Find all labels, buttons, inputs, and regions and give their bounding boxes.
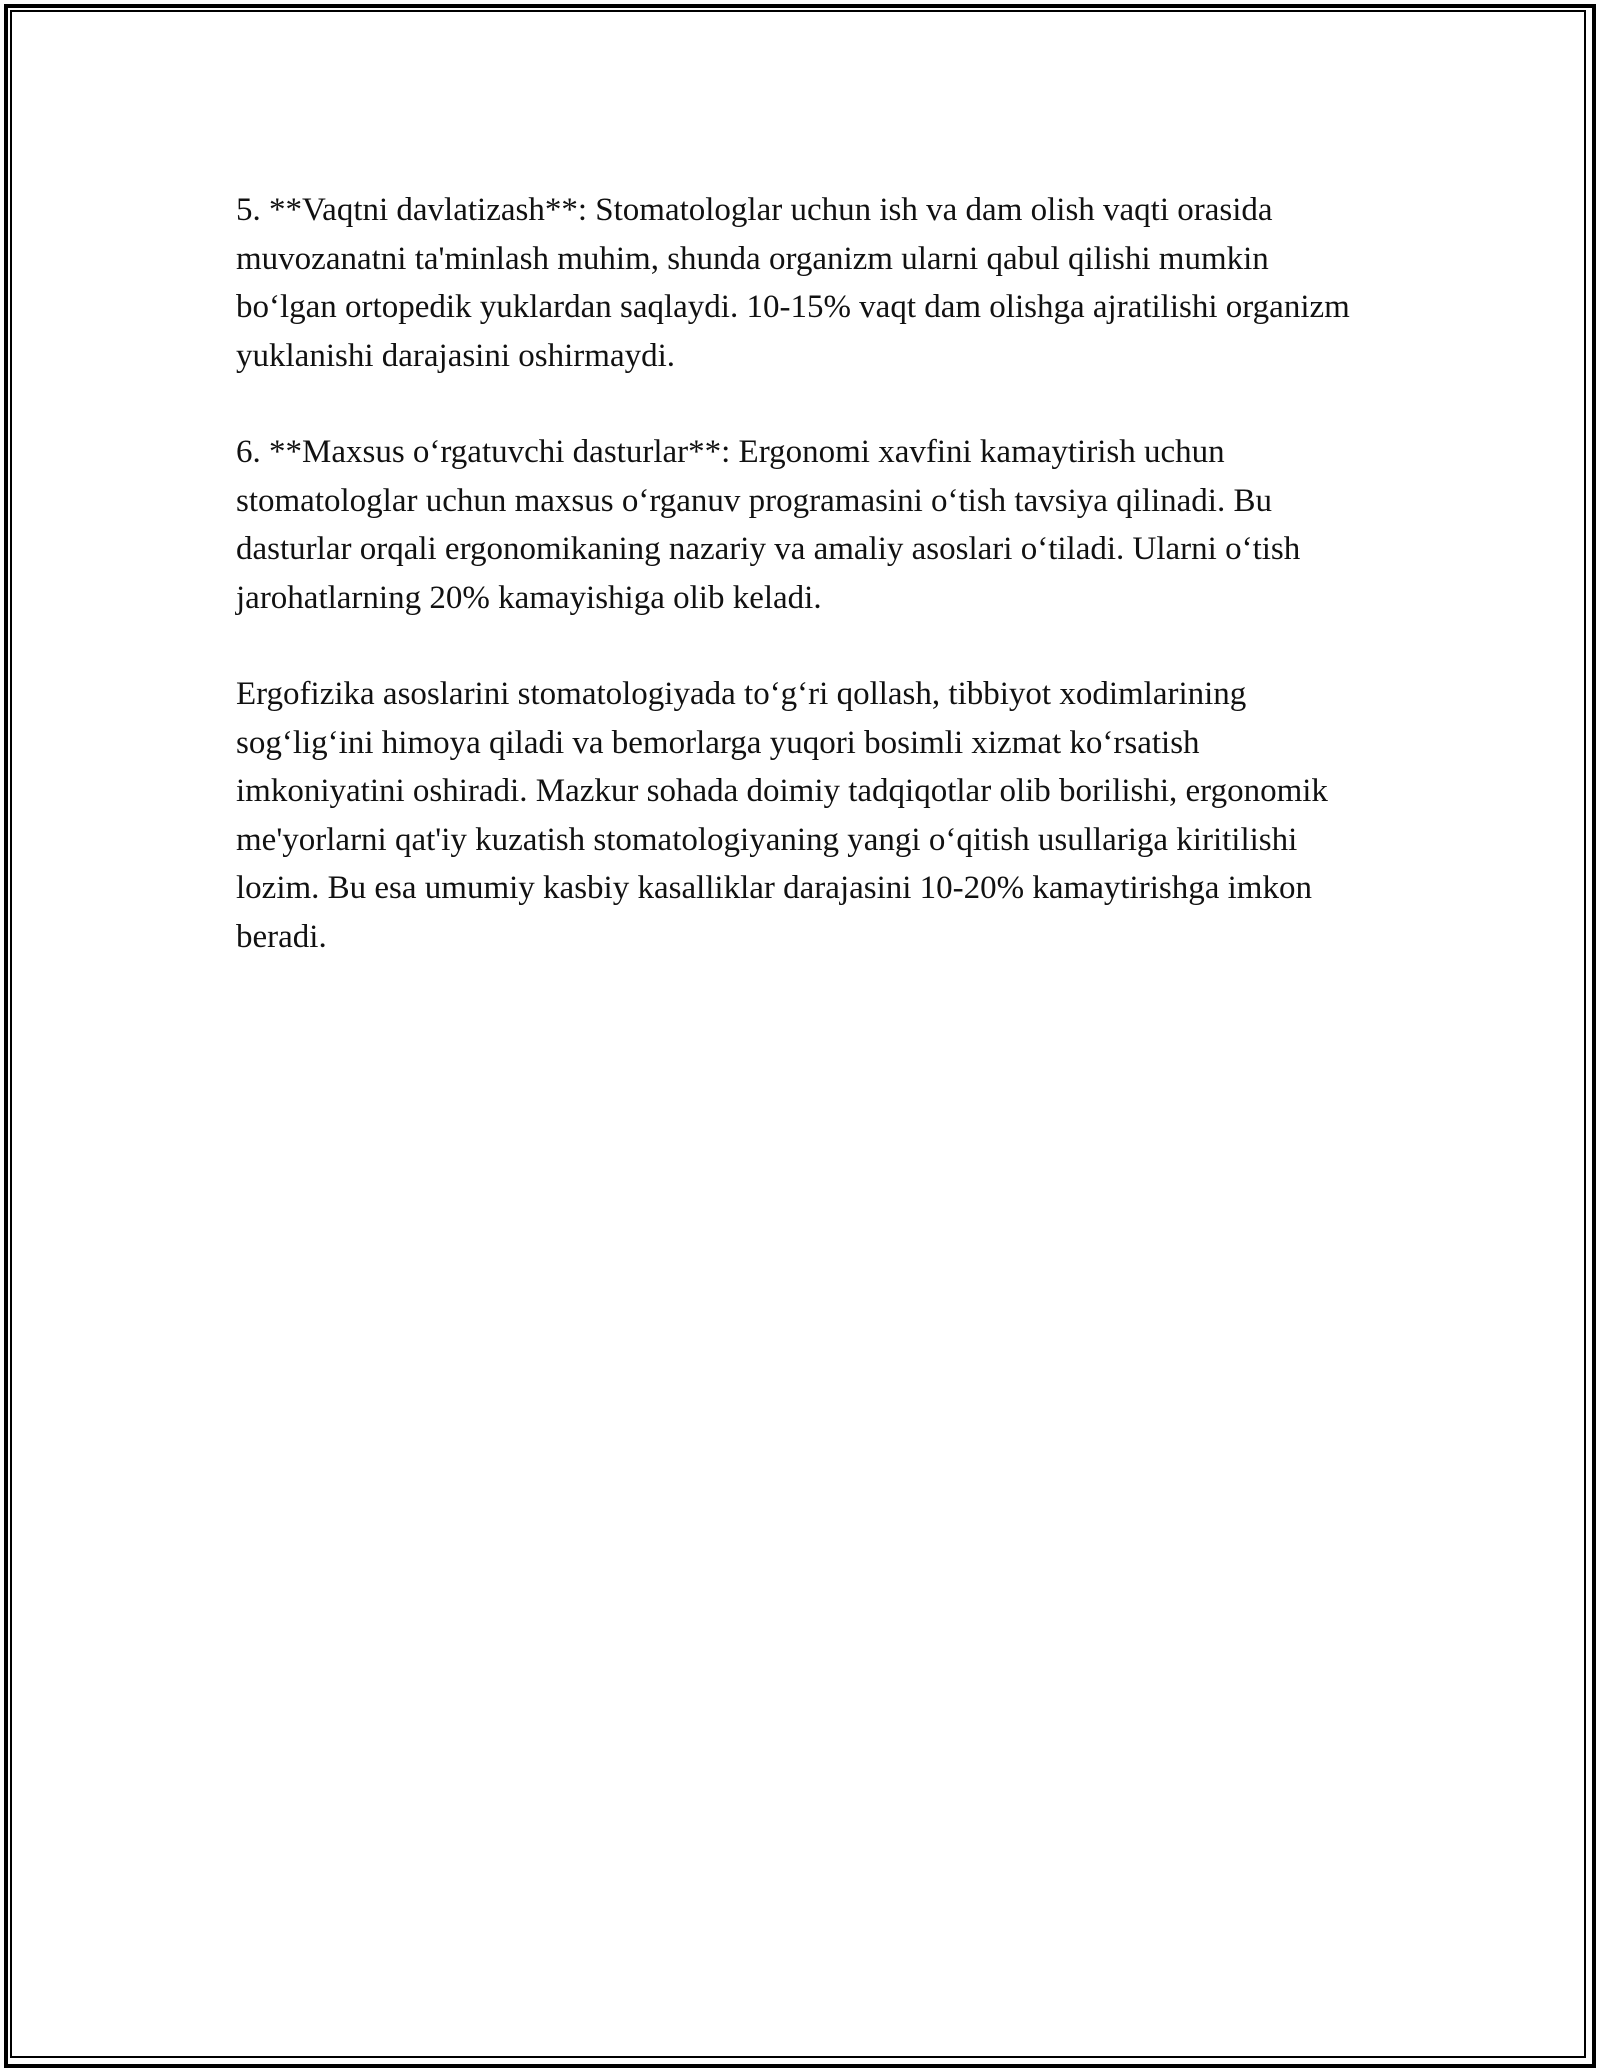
paragraph-conclusion: Ergofizika asoslarini stomatologiyada to‘g‘ri qollash, tibbiyot xodimlarining sog‘lig‘ini himoya qiladi va bemorlarga yuqori bosimli xizmat ko‘rsatish imkoniyatini oshiradi. Mazkur sohada doimiy tadqiqotlar olib borilishi, ergonomik me'yorlarni qat'iy kuzatish stomatologiyaning yangi o‘qitish usullariga kiritilishi lozim. Bu esa umumiy kasbiy kasalliklar darajasini 10-20% kamaytirishga imkon beradi. <box>236 676 1328 955</box>
paragraph-item-6: 6. **Maxsus o‘rgatuvchi dasturlar**: Ergonomi xavfini kamaytirish uchun stomatologlar uchun maxsus o‘rganuv programasini o‘tish tavsiya qilinadi. Bu dasturlar orqali ergonomikaning nazariy va amaliy asoslari o‘tiladi. Ularni o‘tish jarohatlarning 20% kamayishiga olib keladi. <box>236 434 1301 616</box>
paragraph-item-5: 5. **Vaqtni davlatizash**: Stomatologlar uchun ish va dam olish vaqti orasida muvozanatni ta'minlash muhim, shunda organizm ularni qabul qilishi mumkin bo‘lgan ortopedik yuklardan saqlaydi. 10-15% vaqt dam olishga ajratilishi organizm yuklanishi darajasini oshirmaydi. <box>236 192 1350 374</box>
document-body <box>236 186 1371 1009</box>
